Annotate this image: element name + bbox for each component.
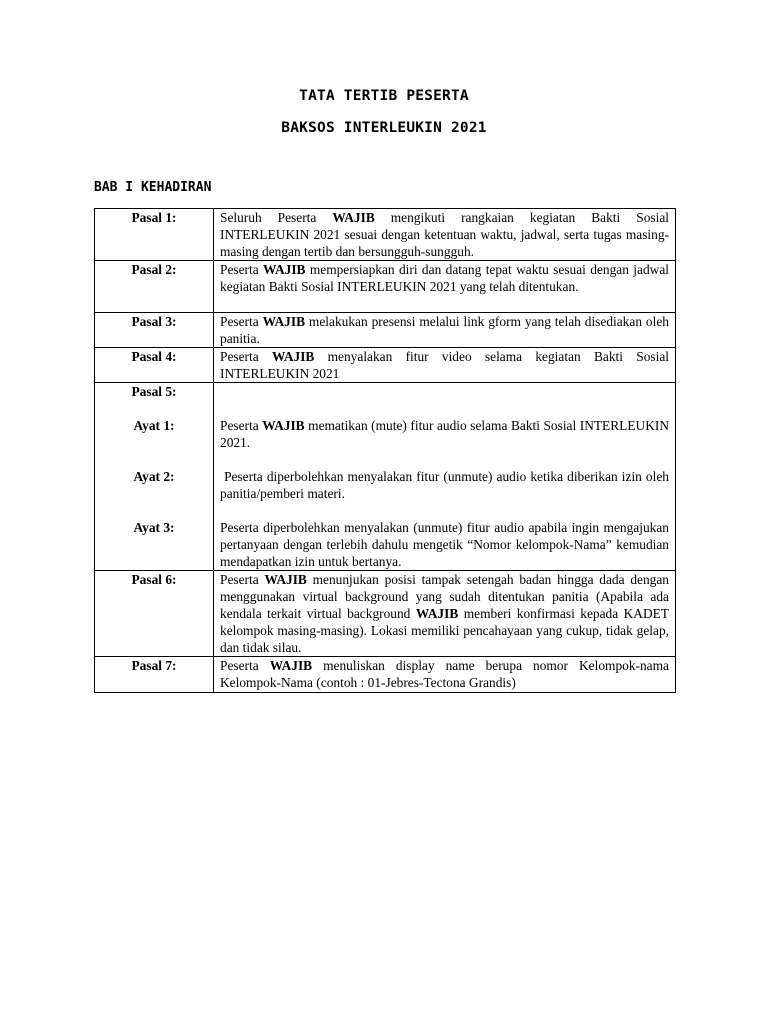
ayat-label: Ayat 1: — [133, 418, 175, 433]
document-title: TATA TERTIB PESERTA — [299, 88, 469, 104]
ayat-label: Ayat 3: — [133, 520, 175, 535]
text-run: Peserta — [220, 314, 263, 329]
text-run: Peserta — [220, 349, 272, 364]
pasal-label: Pasal 4: — [95, 348, 214, 383]
table-row — [95, 348, 676, 383]
text-run: menuliskan display name berupa nomor Kelompok-nama Kelompok-Nama (contoh : 01-Jebres-Tectona Grandis) — [220, 658, 669, 690]
pasal-text — [214, 209, 676, 261]
ayat-text: Peserta diperbolehkan menyalakan fitur (unmute) audio ketika diberikan izin oleh panitia/pemberi materi. — [220, 469, 673, 501]
keyword-wajib: WAJIB — [264, 572, 307, 587]
keyword-wajib: WAJIB — [271, 349, 315, 364]
text-run: Seluruh Peserta — [220, 210, 333, 225]
table-row — [95, 383, 676, 571]
text-run: mengikuti rangkaian kegiatan Bakti Sosial INTERLEUKIN 2021 sesuai dengan ketentuan waktu, jadwal, serta tugas masing-masing dengan tertib dan bersungguh-sungguh. — [220, 210, 669, 259]
rules-table — [94, 208, 676, 693]
pasal-text — [214, 261, 676, 313]
text-run: Peserta — [220, 418, 263, 433]
section-heading: BAB I KEHADIRAN — [94, 180, 212, 195]
ayat-text: Peserta diperbolehkan menyalakan (unmute) fitur audio apabila ingin mengajukan pertanyaan dengan terlebih dahulu mengetik “Nomor kelompok-Nama” kemudian mendapatkan izin untuk bertanya. — [220, 520, 669, 569]
table-row — [95, 657, 676, 693]
pasal-text — [214, 348, 676, 383]
text-run: Peserta — [220, 658, 270, 673]
text-run: menyalakan fitur video selama kegiatan Bakti Sosial INTERLEUKIN 2021 — [220, 349, 669, 381]
table-row — [95, 571, 676, 657]
table-row — [95, 313, 676, 348]
text-run: mematikan (mute) fitur audio selama Bakti Sosial INTERLEUKIN 2021. — [220, 418, 669, 450]
pasal-text — [214, 571, 676, 657]
pasal-text — [214, 313, 676, 348]
text-run: mempersiapkan diri dan datang tepat waktu sesuai dengan jadwal kegiatan Bakti Sosial INTERLEUKIN 2021 yang telah ditentukan. — [220, 262, 669, 294]
ayat-label: Ayat 2: — [133, 469, 175, 484]
ayat-text — [220, 417, 669, 451]
pasal-label: Pasal 1: — [95, 209, 214, 261]
document-subtitle: BAKSOS INTERLEUKIN 2021 — [281, 120, 487, 136]
pasal-label: Pasal 7: — [95, 657, 214, 693]
text-run: menunjukan posisi tampak setengah badan hingga dada dengan menggunakan virtual background yang sudah ditentukan panitia (Apabila ada kendala terkait virtual background — [220, 572, 669, 621]
text-run: Peserta — [220, 572, 265, 587]
keyword-wajib: WAJIB — [263, 262, 306, 277]
pasal-text — [214, 383, 676, 571]
pasal-label: Pasal 3: — [95, 313, 214, 348]
text-run: memberi konfirmasi kepada KADET kelompok masing-masing). Lokasi memiliki pencahayaan yang cukup, tidak gelap, dan tidak silau. — [220, 606, 669, 655]
pasal-text — [214, 657, 676, 693]
keyword-wajib: WAJIB — [415, 606, 459, 621]
table-row — [95, 209, 676, 261]
pasal-label: Pasal 6: — [95, 571, 214, 657]
pasal-label: Pasal 5: — [131, 384, 177, 399]
text-run: melakukan presensi melalui link gform yang telah disediakan oleh panitia. — [220, 314, 669, 346]
keyword-wajib: WAJIB — [262, 418, 305, 433]
pasal-label-group — [95, 383, 214, 571]
keyword-wajib: WAJIB — [332, 210, 375, 225]
keyword-wajib: WAJIB — [269, 658, 313, 673]
pasal-label: Pasal 2: — [95, 261, 214, 313]
text-run: Peserta — [220, 262, 264, 277]
keyword-wajib: WAJIB — [262, 314, 306, 329]
table-row — [95, 261, 676, 313]
